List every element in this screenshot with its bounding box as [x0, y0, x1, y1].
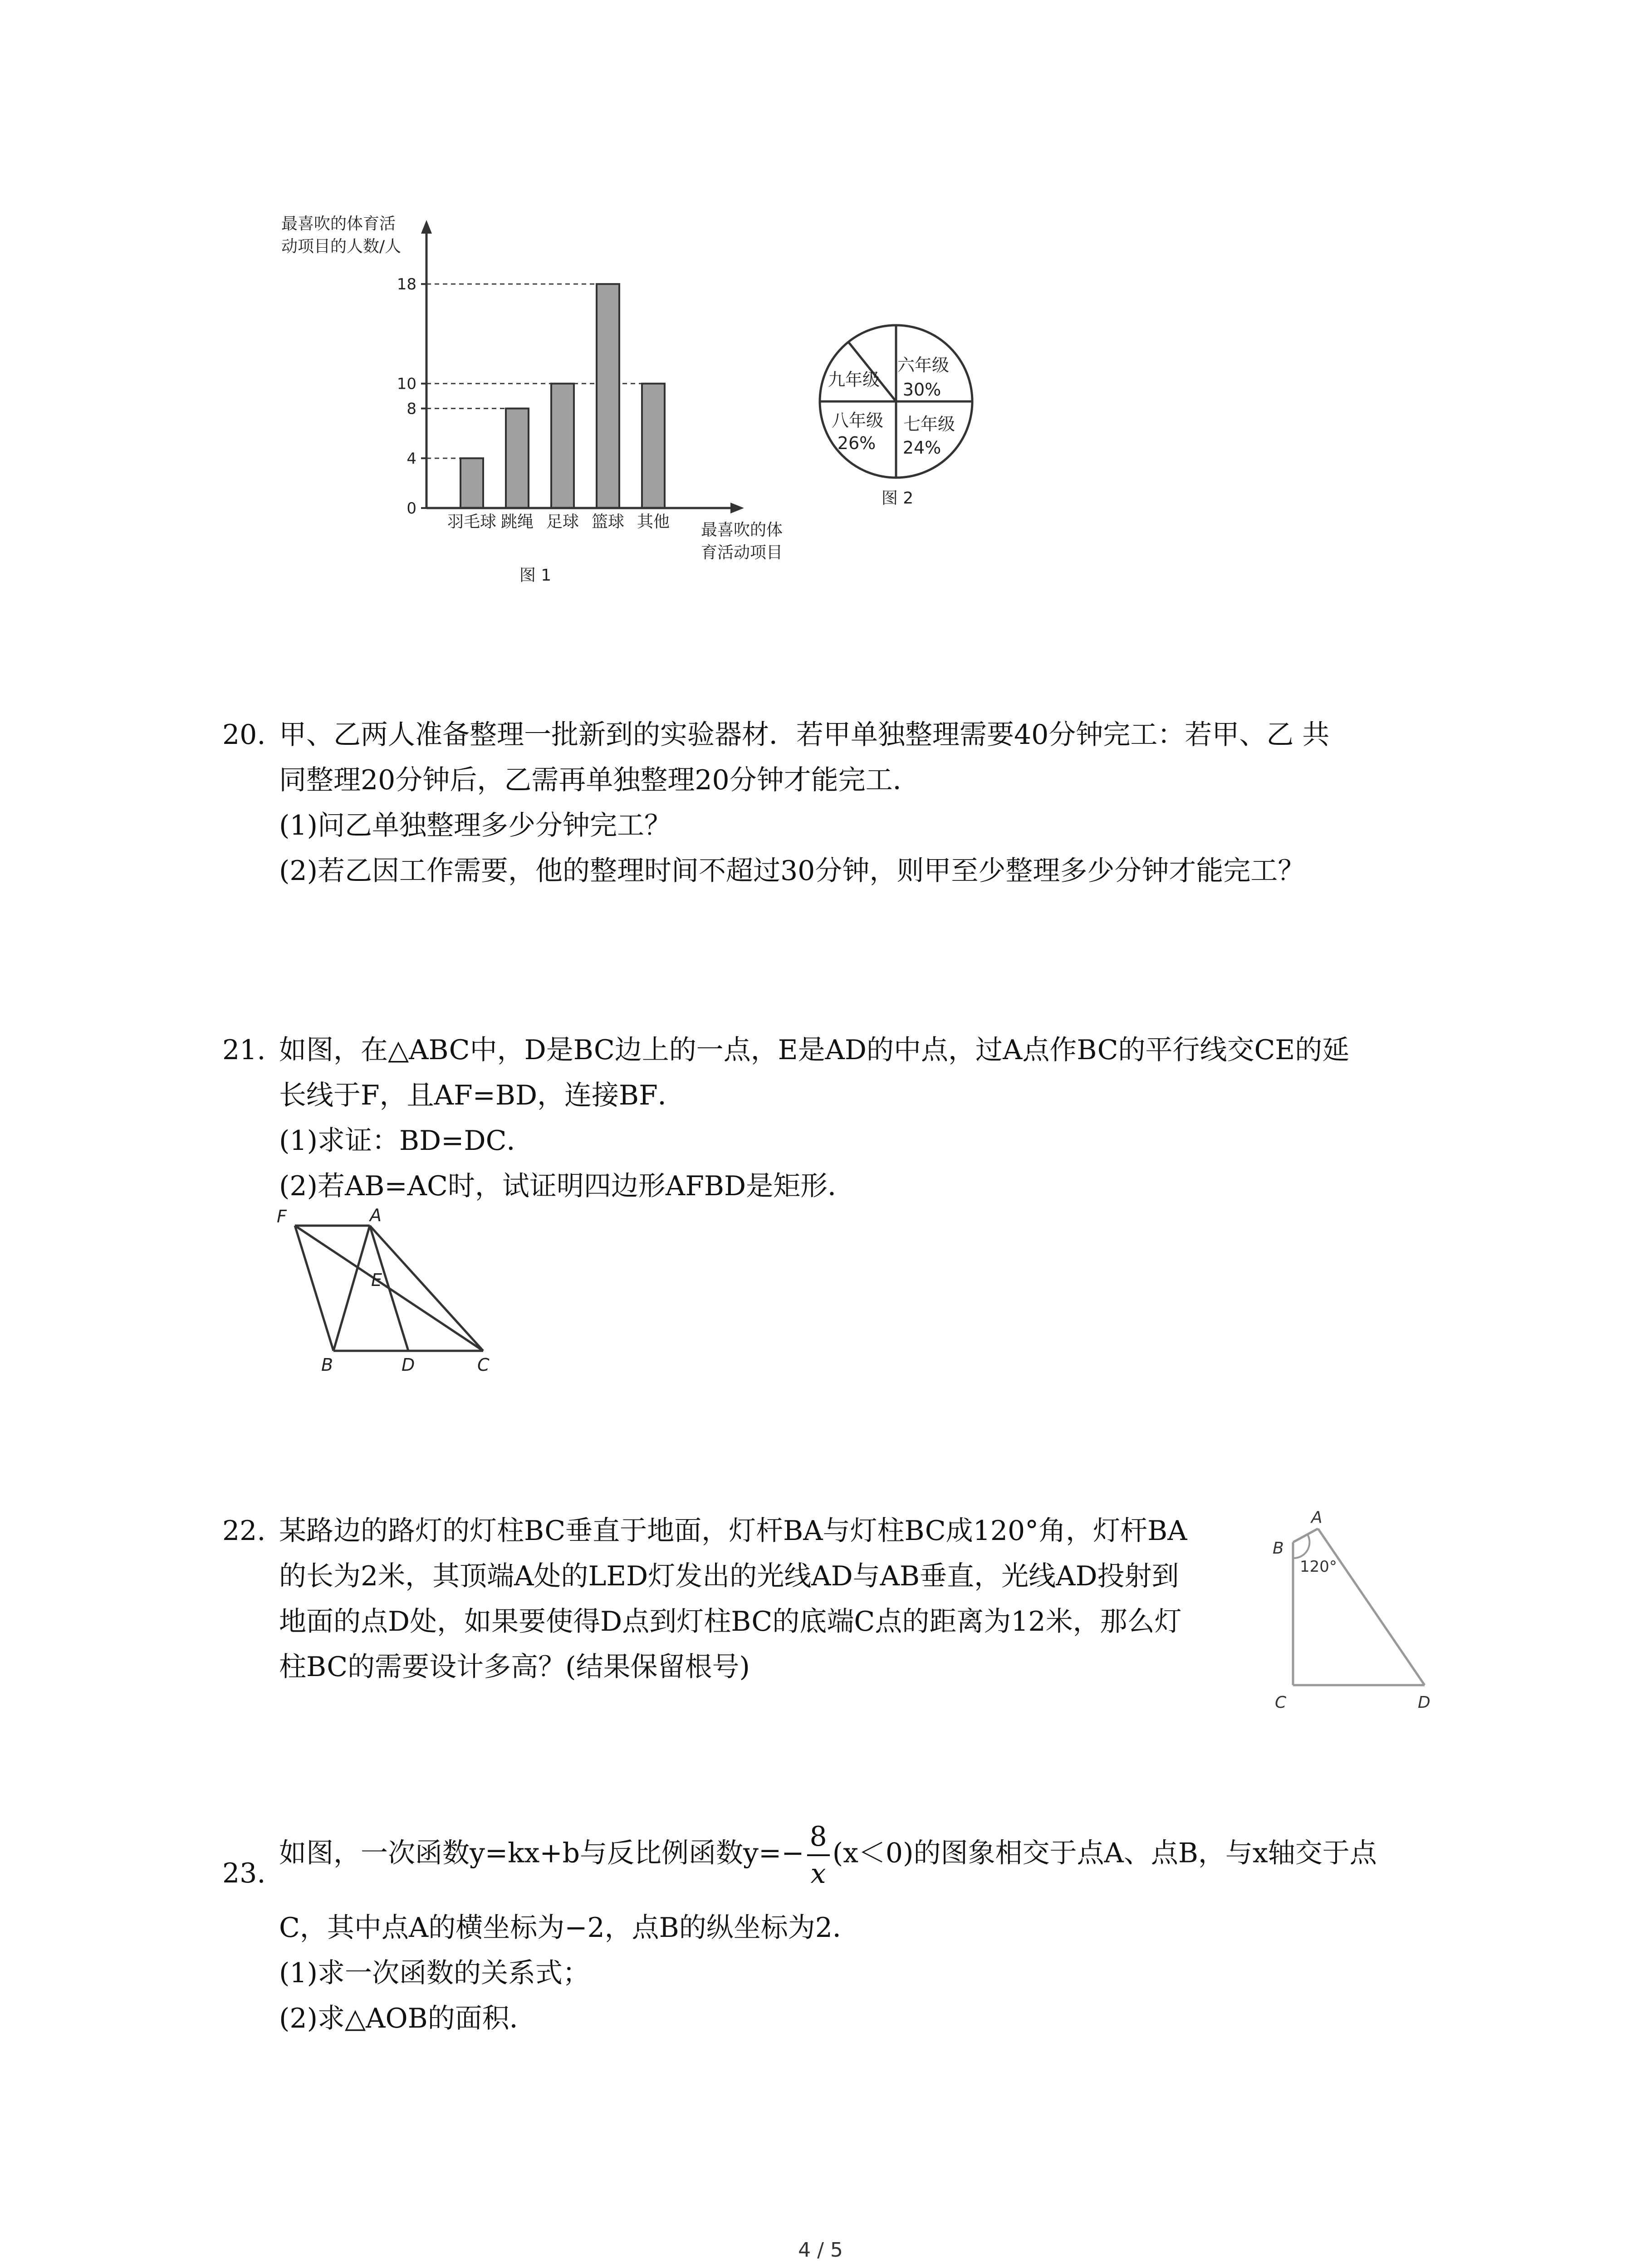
ray-AD — [1318, 1529, 1425, 1685]
question-number: 23. — [222, 1857, 266, 1889]
fraction-numerator: 8 — [807, 1819, 830, 1856]
x-category-label: 篮球 — [591, 513, 625, 531]
text-segment: (x＜0)的图象相交于点A、点B，与x轴交于点 — [832, 1837, 1377, 1869]
point-label-A: A — [370, 1207, 382, 1225]
x-axis-title-line1: 最喜吹的体 — [701, 521, 783, 539]
question-line: 的长为2米，其顶端A处的LED灯发出的光线AD与AB垂直，光线AD投射到 — [279, 1560, 1179, 1592]
x-category-label: 跳绳 — [500, 513, 534, 531]
sector-label-grade8: 八年级 — [831, 411, 884, 430]
point-label-A: A — [1311, 1508, 1323, 1527]
figure-q21-quadrilateral — [268, 1207, 513, 1379]
sector-value-grade6: 30% — [902, 380, 941, 400]
point-label-D: D — [402, 1355, 415, 1375]
point-label-F: F — [277, 1207, 287, 1227]
y-tick-label: 0 — [407, 499, 416, 518]
y-tick-label: 4 — [407, 450, 416, 468]
figure1-bar-chart — [254, 200, 826, 608]
y-axis-title-line1: 最喜吹的体育活 — [281, 215, 396, 233]
sub-question: (1)问乙单独整理多少分钟完工？ — [279, 810, 671, 841]
angle-label: 120° — [1300, 1558, 1337, 1576]
segment-AC — [370, 1226, 483, 1351]
figure2-caption: 图 2 — [881, 489, 914, 508]
x-axis-arrow — [730, 503, 744, 513]
sector-label-grade9: 九年级 — [828, 370, 880, 390]
figure-q22-street-lamp — [1257, 1504, 1443, 1717]
arm-BA — [1293, 1529, 1318, 1542]
segment-FC — [295, 1226, 483, 1351]
question-line: 某路边的路灯的灯柱BC垂直于地面，灯杆BA与灯柱BC成120°角，灯杆BA — [279, 1515, 1187, 1547]
question-number: 21. — [222, 1034, 266, 1066]
question-line: 长线于F，且AF=BD，连接BF． — [279, 1080, 685, 1111]
bar-篮球 — [597, 284, 619, 508]
bar-其他 — [642, 384, 665, 508]
figure2-pie-chart — [803, 318, 994, 517]
x-axis-title-line2: 育活动项目 — [701, 543, 783, 562]
y-axis-title-line2: 动项目的人数/人 — [281, 237, 402, 256]
fraction — [807, 1819, 830, 1892]
segment-FB — [295, 1226, 333, 1351]
y-axis-arrow — [421, 220, 432, 234]
point-label-E: E — [371, 1270, 382, 1290]
point-label-D: D — [1418, 1693, 1430, 1712]
x-category-label: 其他 — [637, 513, 670, 531]
text-segment: 如图，一次函数y=kx+b与反比例函数y=− — [279, 1837, 804, 1869]
sub-question: (2)若乙因工作需要，他的整理时间不超过30分钟，则甲至少整理多少分钟才能完工？ — [279, 855, 1305, 887]
y-tick-label: 8 — [407, 400, 416, 418]
bar-跳绳 — [506, 409, 529, 508]
bar-足球 — [551, 384, 574, 508]
x-category-label: 足球 — [546, 513, 579, 531]
y-tick-label: 18 — [397, 275, 416, 294]
figure1-caption: 图 1 — [519, 566, 552, 585]
sector-value-grade7: 24% — [902, 438, 941, 458]
fraction-denominator: x — [810, 1858, 826, 1890]
sub-question: (1)求证：BD=DC． — [279, 1125, 534, 1157]
sector-value-grade8: 26% — [837, 433, 876, 453]
y-tick-label: 10 — [397, 375, 416, 393]
question-line: 甲、乙两人准备整理一批新到的实验器材．若甲单独整理需要40分钟完工：若甲、乙 共 — [279, 719, 1330, 751]
question-line: 如图，在△ABC中，D是BC边上的一点，E是AD的中点，过A点作BC的平行线交CE的延 — [279, 1034, 1350, 1066]
bar-羽毛球 — [460, 458, 483, 508]
sub-question: (1)求一次函数的关系式； — [279, 1957, 590, 1989]
page-number: 4 / 5 — [798, 2239, 843, 2262]
x-category-label: 羽毛球 — [447, 513, 497, 531]
question-line: 地面的点D处，如果要使得D点到灯柱BC的底端C点的距离为12米，那么灯 — [279, 1606, 1182, 1637]
point-label-B: B — [321, 1355, 333, 1375]
question-line-with-fraction — [279, 1819, 1377, 1892]
sector-label-grade7: 七年级 — [903, 414, 955, 434]
sub-question: (2)若AB=AC时，试证明四边形AFBD是矩形． — [279, 1170, 855, 1202]
question-number: 20. — [222, 719, 266, 751]
point-label-C: C — [477, 1355, 490, 1375]
segment-AB — [333, 1226, 370, 1351]
question-line: 同整理20分钟后，乙需再单独整理20分钟才能完工． — [279, 764, 920, 796]
sub-question: (2)求△AOB的面积． — [279, 2003, 537, 2034]
point-label-C: C — [1275, 1693, 1287, 1712]
bars-layer — [397, 275, 670, 531]
question-line: C，其中点A的横坐标为−2，点B的纵坐标为2． — [279, 1912, 860, 1944]
question-number: 22. — [222, 1515, 266, 1547]
question-line: 柱BC的需要设计多高？(结果保留根号) — [279, 1651, 750, 1683]
point-label-B: B — [1273, 1539, 1284, 1558]
sector-label-grade6: 六年级 — [897, 355, 950, 375]
